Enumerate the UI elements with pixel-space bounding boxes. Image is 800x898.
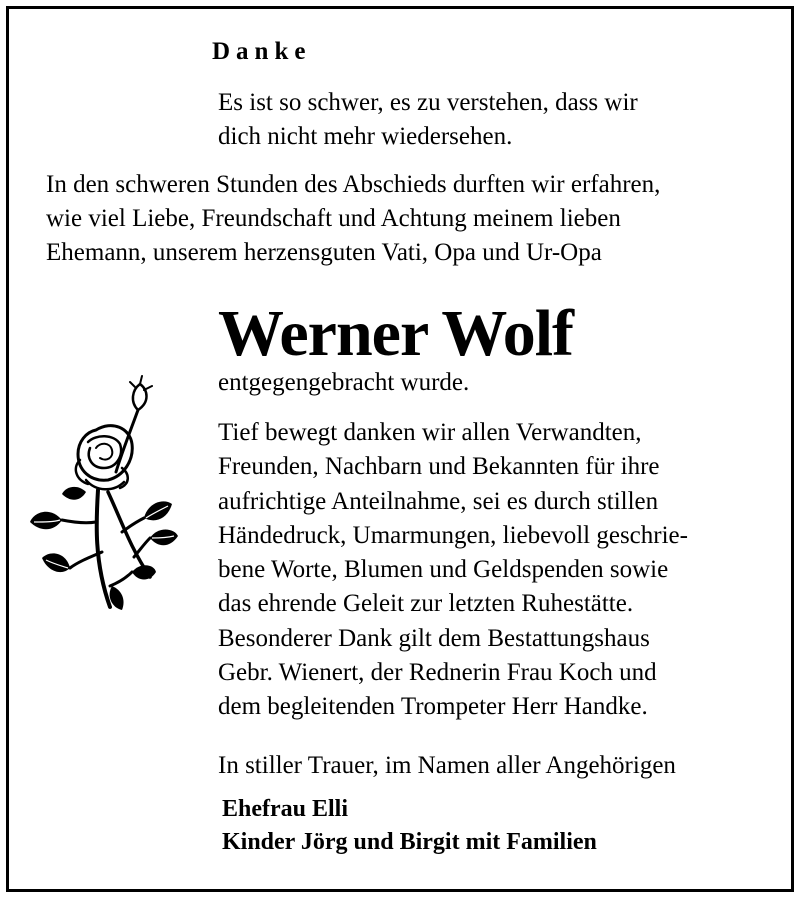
quote-line: Es ist so schwer, es zu verstehen, dass wir — [218, 89, 638, 116]
heading-danke: Danke — [212, 38, 312, 65]
intro-line: In den schweren Stunden des Abschieds durften wir erfahren, — [46, 171, 661, 198]
thanks-line: Besonderer Dank gilt dem Bestattungshaus — [218, 624, 650, 652]
intro-line: wie viel Liebe, Freundschaft und Achtung meinem lieben — [46, 205, 621, 232]
quote-line: dich nicht mehr wiedersehen. — [218, 123, 513, 150]
thanks-line: Tief bewegt danken wir allen Verwandten, — [218, 419, 642, 446]
thanks-line: aufrichtige Anteilnahme, sei es durch stillen — [218, 487, 659, 515]
signature-line: Kinder Jörg und Birgit mit Familien — [222, 829, 597, 855]
intro-paragraph — [46, 168, 660, 270]
closing-line: In stiller Trauer, im Namen aller Angehörigen — [218, 752, 676, 779]
deceased-name: Werner Wolf — [218, 297, 574, 370]
thanks-line: Gebr. Wienert, der Rednerin Frau Koch und — [218, 659, 657, 687]
rose-icon — [26, 372, 186, 622]
received-line: entgegengebracht wurde. — [218, 369, 470, 396]
intro-line: Ehemann, unserem herzensguten Vati, Opa und Ur-Opa — [46, 239, 602, 266]
thanks-paragraph — [218, 416, 688, 725]
thanks-line: dem begleitenden Trompeter Herr Handke. — [218, 693, 648, 721]
thanks-line: das ehrende Geleit zur letzten Ruhestätte. — [218, 590, 634, 618]
thanks-line: Händedruck, Umarmungen, liebevoll geschrie- — [218, 521, 688, 549]
signature-block — [222, 793, 597, 859]
quote-block — [218, 86, 638, 154]
signature-line: Ehefrau Elli — [222, 796, 349, 822]
thanks-line: bene Worte, Blumen und Geldspenden sowie — [218, 556, 669, 584]
thanks-line: Freunden, Nachbarn und Bekannten für ihre — [218, 453, 660, 481]
